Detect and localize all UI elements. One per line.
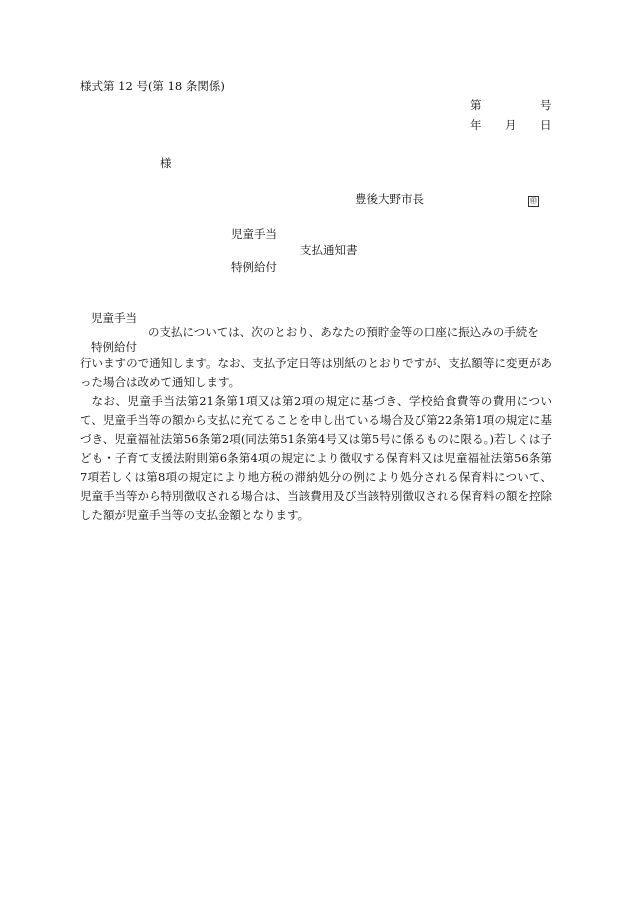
- paragraph-1-continuation: 行いますので通知します。なお、支払予定日等は別紙のとおりですが、支払額等に変更があった場合は改めて通知します。: [80, 356, 552, 389]
- paragraph-2: なお、児童手当法第21条第1項又は第2項の規定に基づき、学校給食費等の費用について、児童手当等の額から支払に充てることを申し出ている場合及び第22条第1項の規定に基づき、児童福祉法第56条第2項(同法第51条第4号又は第5号に係るものに限る。)若しくは子ども・子育て支援法附則第6条第4項の規定により徴収する保育料又は児童福祉法第56条第7項若しくは第8項の規定により地方税の滞納処分の例により処分される保育料について、児童手当等から特別徴収される場合は、当該費用及び当該特別徴収される保育料の額を控除した額が児童手当等の支払金額となります。: [80, 394, 552, 522]
- sender-mayor: 豊後大野市長: [355, 192, 424, 206]
- date-day: 日: [540, 118, 552, 132]
- title-suffix: 支払通知書: [300, 243, 358, 257]
- body-paragraphs: [80, 354, 552, 525]
- form-number: 様式第 12 号(第 18 条関係): [80, 79, 225, 93]
- addressee-honorific: 様: [160, 156, 172, 170]
- date-year: 年: [470, 118, 482, 132]
- seal-icon: ㊞: [530, 197, 537, 205]
- document-number-prefix: 第: [470, 98, 482, 112]
- title-option-child-allowance: 児童手当: [231, 227, 277, 241]
- body-option-special-benefit: 特例給付: [91, 340, 137, 354]
- document-number-suffix: 号: [540, 98, 552, 112]
- title-option-special-benefit: 特例給付: [231, 260, 277, 274]
- date-month: 月: [505, 118, 517, 132]
- seal-mark: [528, 194, 539, 207]
- body-option-child-allowance: 児童手当: [91, 311, 137, 325]
- body-line1: の支払については、次のとおり、あなたの預貯金等の口座に振込みの手続を: [148, 325, 539, 339]
